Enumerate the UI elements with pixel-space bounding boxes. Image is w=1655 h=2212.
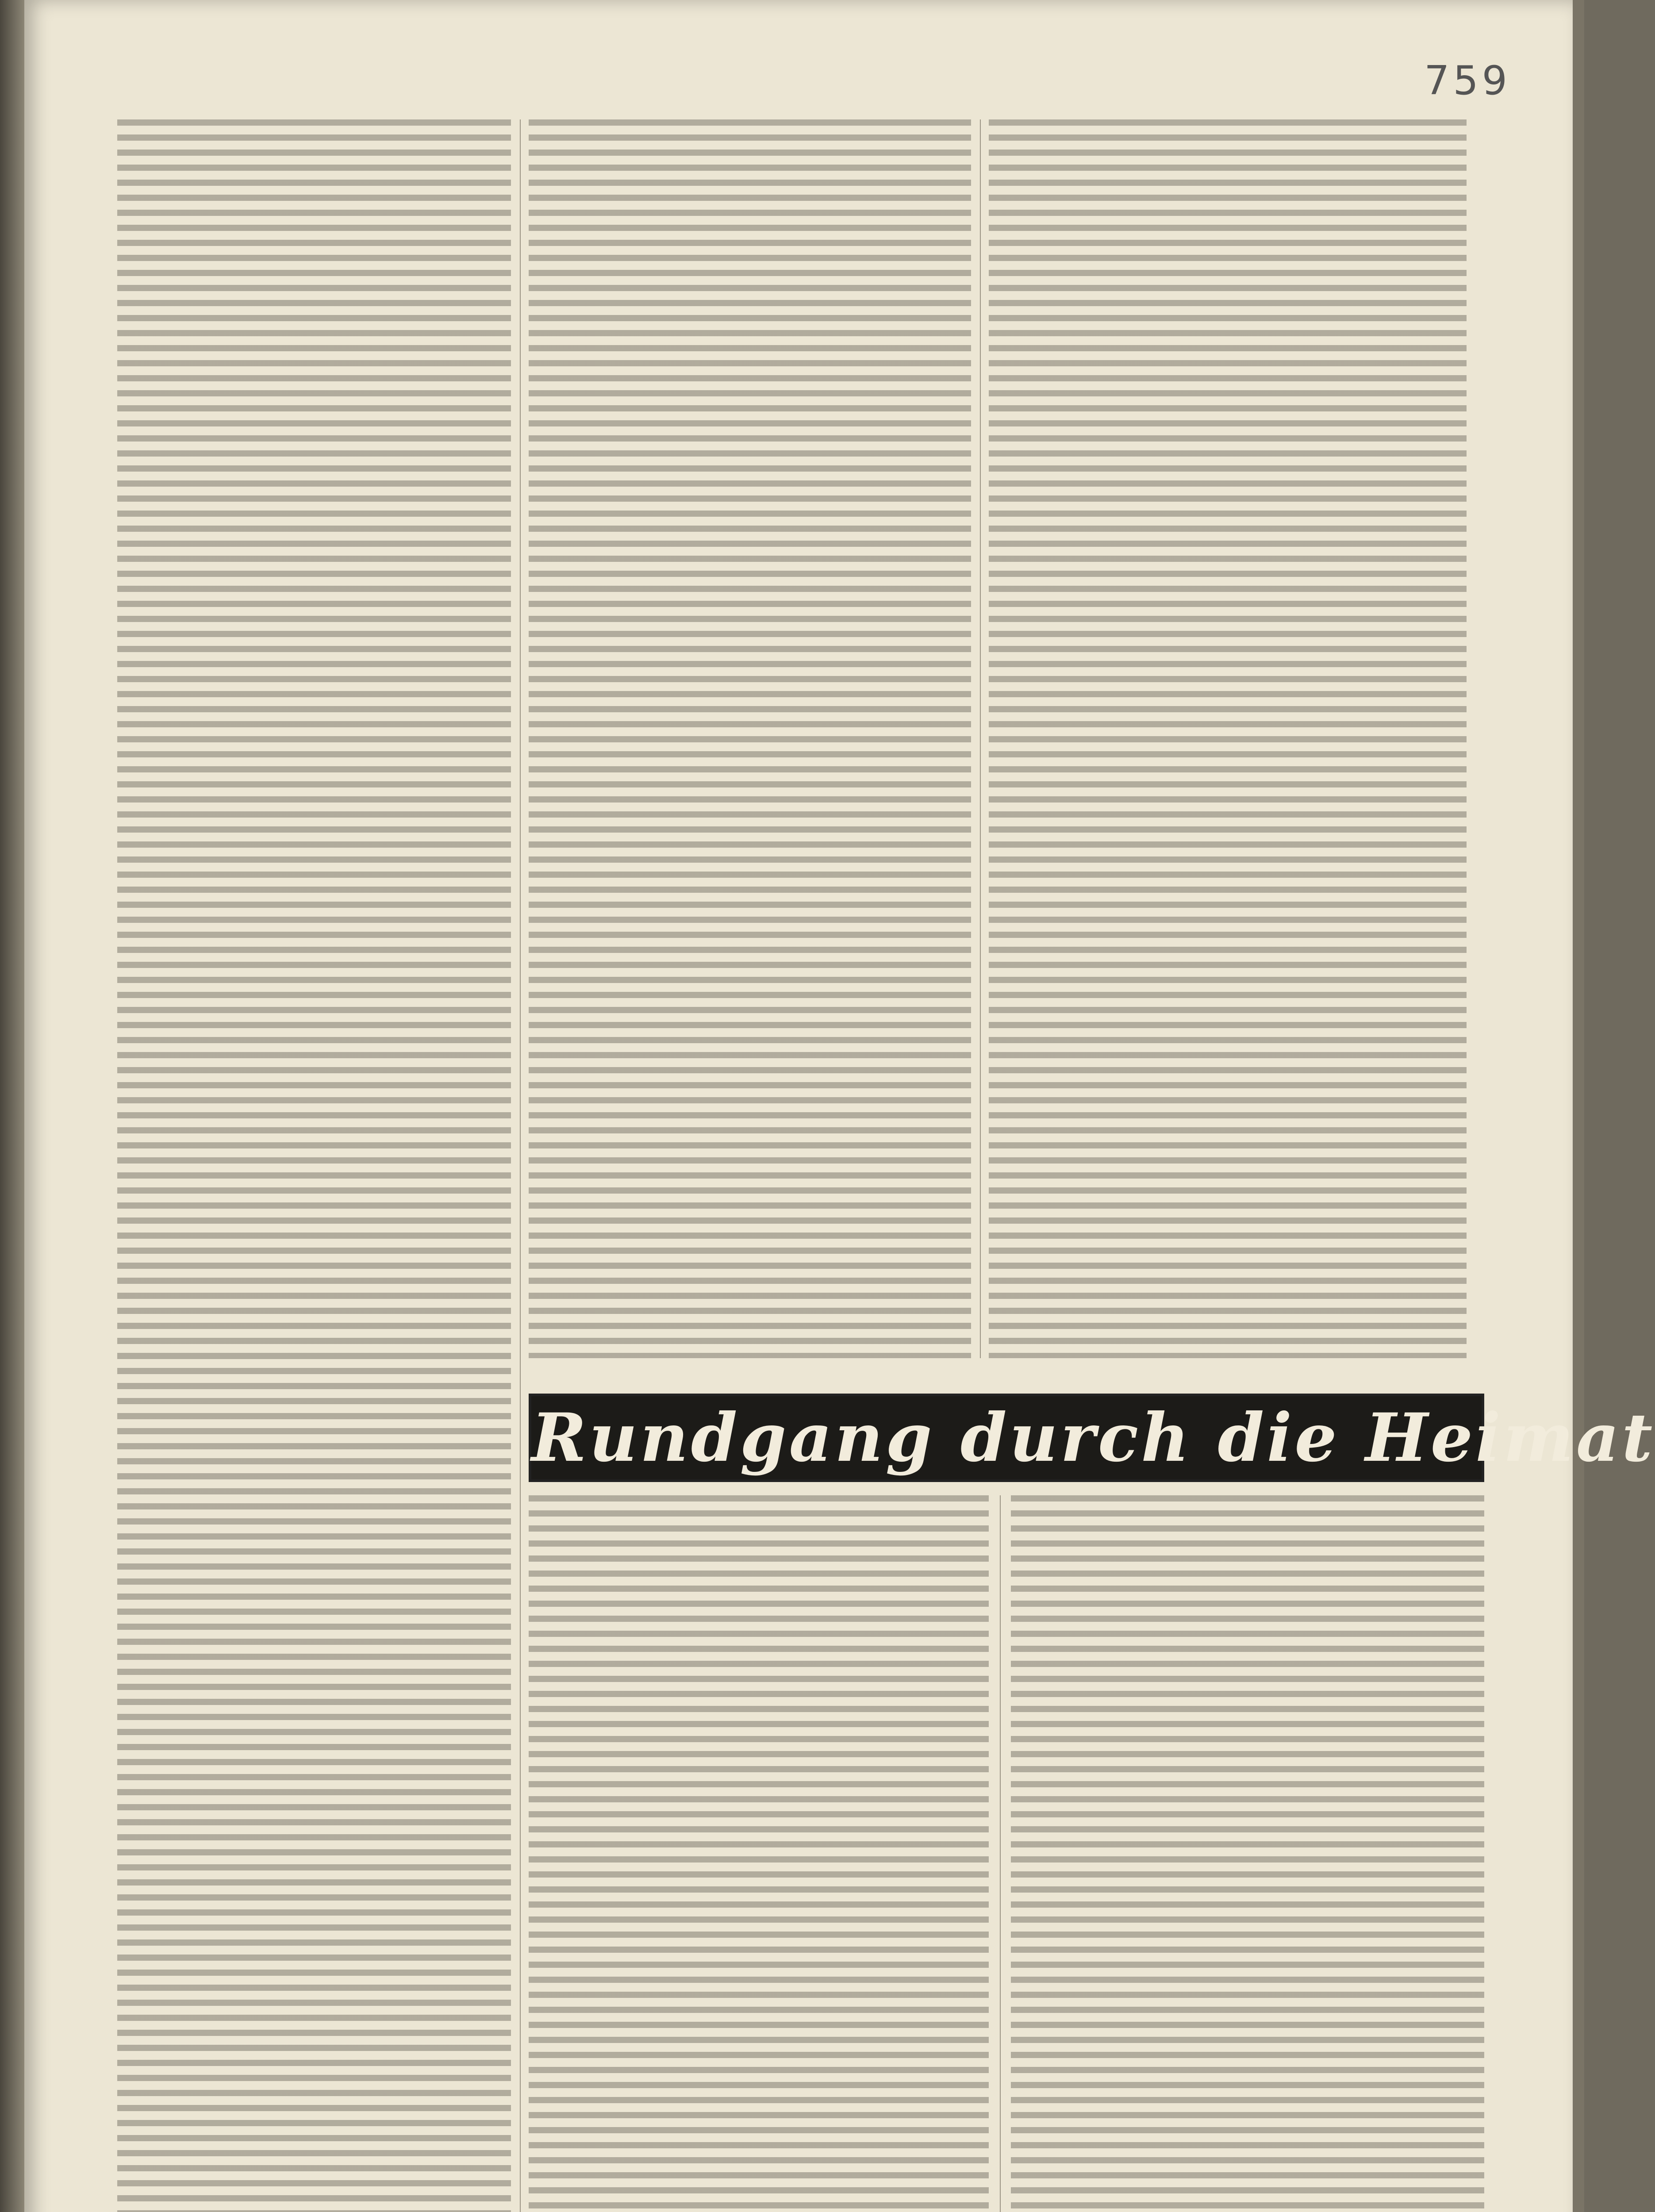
section-banner-title: Rundgang durch die Heimat <box>531 1396 1482 1479</box>
page-number: 759 <box>1424 58 1511 104</box>
column-rule <box>520 119 521 2212</box>
text-column-section-right <box>1011 1495 1484 2212</box>
column-rule <box>980 119 981 1358</box>
text-column-1 <box>117 119 511 2212</box>
adjacent-page-edge <box>0 0 24 2212</box>
text-column-section-left <box>529 1495 989 2212</box>
text-column-3 <box>989 119 1467 1358</box>
newspaper-page <box>24 0 1655 2212</box>
text-column-2 <box>529 119 971 1358</box>
column-rule <box>1000 1495 1001 2212</box>
section-banner <box>529 1394 1655 1482</box>
